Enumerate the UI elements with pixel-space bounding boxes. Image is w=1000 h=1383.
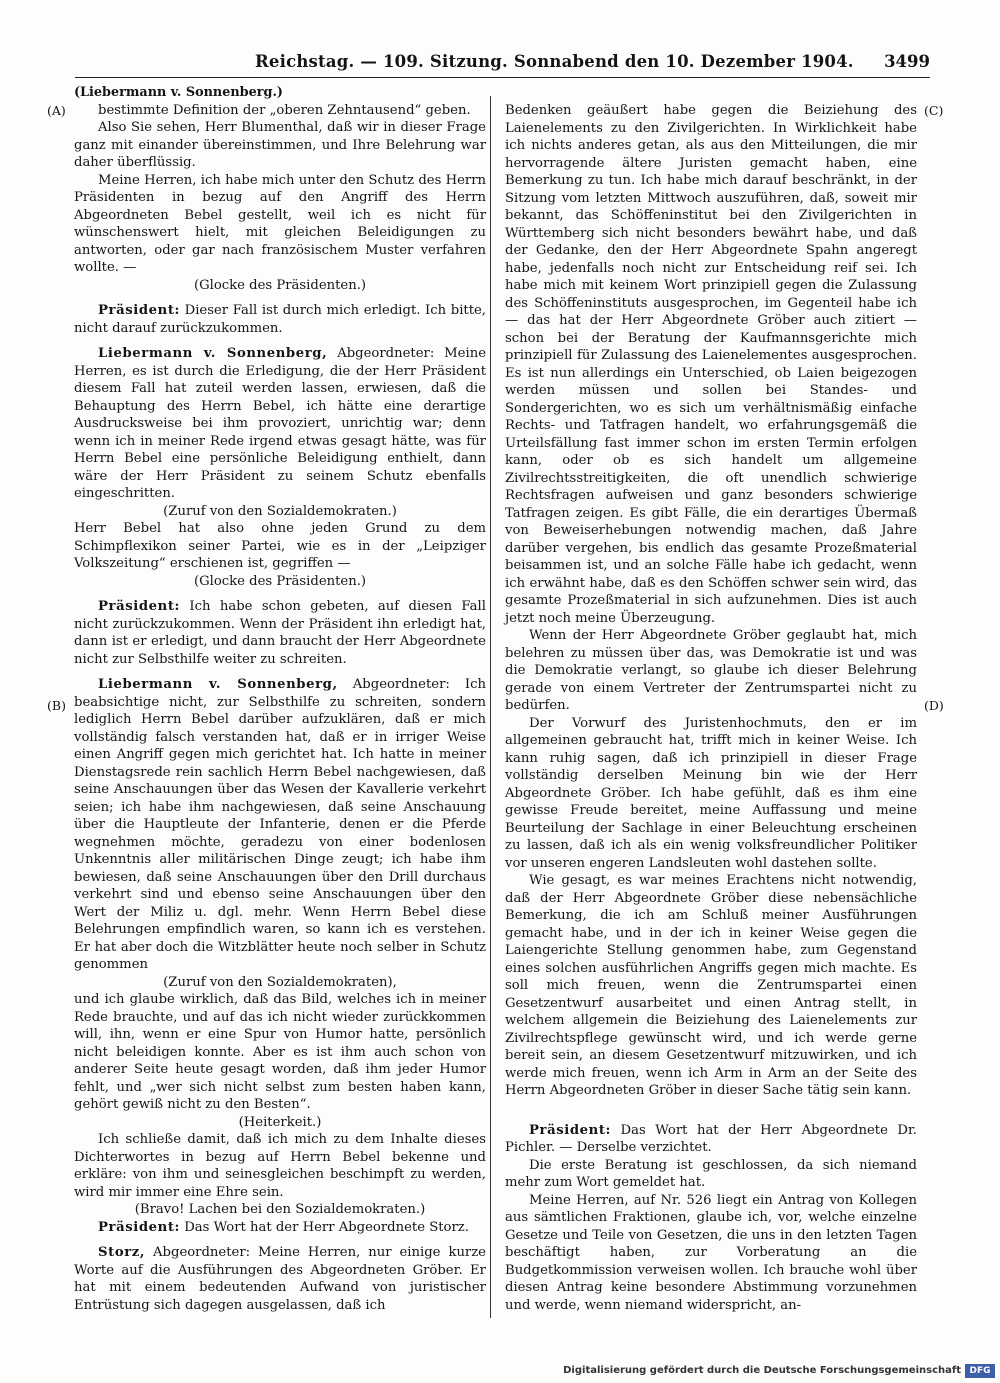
paragraph: Meine Herren, ich habe mich unter den Schutz des Herrn Präsidenten in bezug auf den Angriff des Herrn Abgeordneten Bebel gestellt, weil ich es nicht für wünschenswert hielt, mit gleichen Beleidigungen zu antworten, oder gar nach französischem Muster verfahren wollte. — [74,172,486,275]
speaker-paragraph: Storz, Abgeordneter: Meine Herren, nur einige kurze Worte auf die Ausführungen des Abgeordneten Gröber. Er hat mit einem bedeutenden Aufwand von juristischer Entrüstung sich dagegen ausgelassen, daß ich [74,1245,486,1313]
running-title: Reichstag. — 109. Sitzung. Sonnabend den 10. Dezember 1904. [255,52,854,71]
header-rule [75,77,930,78]
stage-direction: (Glocke des Präsidenten.) [193,573,367,589]
paragraph: Wie gesagt, es war meines Erachtens nicht notwendig, daß der Herr Abgeordnete Gröber diese nebensächliche Bemerkung, die ich am Schluß meiner Ausführungen gemacht habe, und in der ich in keiner Weise gegen die Laiengerichte Stellung genommen habe, zum Gegenstand eines solchen ausführlichen Angriffs gegen mich machte. Es soll mich freuen, wenn die Zentrumspartei einen Gesetzentwurf ausarbeitet und einen Antrag stellt, in welchem allgemein die Beiziehung des Laienelements zur Zivilrechtspflege gewünscht wird, und ich werde gerne bereit sein, an diesem Gesetzentwurf mitzuwirken, und ich werde mich freuen, wenn ich Arm in Arm an der Seite des Herrn Abgeordneten Gröber in dieser Sache tätig sein kann. [505,873,917,1098]
stage-direction: (Glocke des Präsidenten.) [193,277,367,293]
dfg-logo: DFG [965,1364,995,1378]
paragraph: Die erste Beratung ist geschlossen, da sich niemand mehr zum Wort gemeldet hat. [505,1157,917,1190]
speaker-paragraph: Liebermann v. Sonnenberg, Abgeordneter: Ich beabsichtige nicht, zur Selbsthilfe zu schreiten, sondern lediglich Herrn Bebel darüber aufzuklären, daß er mich vollständig falsch verstanden hat, daß er in irriger Weise einen Angriff gegen mich gerichtet hat. Ich hatte in meiner Dienstagsrede rein sachlich Herrn Bebel nachgewiesen, daß seine Anschauungen über das Wesen der Kavallerie verkehrt seien; ich habe ihm nachgewiesen, daß seine Anschauung über die Hauptleute der Infanterie, denen er die Pferde wegnehmen möchte, geradezu von einer bodenlosen Unkenntnis aller militärischen Dinge zeugt; ich habe ihm bewiesen, daß seine Anschauungen über den Drill durchaus verkehrt sind und ebenso seine Anschauungen über den Wert der Miliz u. dgl. mehr. Wenn Herrn Bebel diese Belehrungen empfindlich waren, so kann ich es verstehen. Er hat aber doch die Witzblätter heute noch selber in Schutz genommen [74,677,487,972]
paragraph: Meine Herren, auf Nr. 526 liegt ein Antrag von Kollegen aus sämtlichen Fraktionen, glaube ich, vor, welche einzelne Gesetze und Teile von Gesetzen, die uns in den letzten Tagen beschäftigt haben, zur Vorberatung an die Budgetkommission verweisen wollen. Ich brauche wohl über diesen Antrag keine besondere Abstimmung vorzunehmen und werde, wenn niemand widerspricht, an- [505,1192,917,1313]
stage-direction: (Bravo! Lachen bei den Sozialdemokraten.) [134,1202,426,1217]
page-number: 3499 [884,52,930,71]
paragraph: und ich glaube wirklich, daß das Bild, welches ich in meiner Rede brauchte, und auf das ich nicht wieder zurückkommen will, ihn, wenn er eine Spur von Humor hatte, persönlich nicht beleidigen konnte. Aber es ist ihm auch schon von anderer Seite heute gesagt worden, daß ihm jeder Humor fehlt, und „wer sich nicht selbst zum besten haben kann, gehört gewiß nicht zu den Besten“. [74,992,486,1112]
paragraph: bestimmte Definition der „oberen Zehntausend“ geben. [98,102,471,118]
paragraph: Wenn der Herr Abgeordnete Gröber geglaubt hat, mich belehren zu müssen über das, was Demokratie ist und was die Demokratie verlangt, so glaube ich dieser Belehrung gerade von einem Vertreter der Zentrumspartei nicht zu bedürfen. [505,628,917,713]
paragraph: Der Vorwurf des Juristenhochmuts, den er im allgemeinen gebraucht hat, trifft mich in keiner Weise. Ich kann ruhig sagen, daß ich prinzipiell in dieser Frage vollständig derselben Meinung bin wie der Herr Abgeordnete Gröber. Ich habe gefühlt, daß es ihm eine gewisse Freude bereitet, meine Auffassung und meine Beurteilung der Sachlage in einer Beleuchtung erscheinen zu lassen, daß ich als ein wenig volksfreundlicher Politiker vor unseren engeren Landsleuten wohl dastehen sollte. [505,715,917,871]
margin-marker-b: (B) [47,698,66,713]
speaker-paragraph: Präsident: Dieser Fall ist durch mich erledigt. Ich bitte, nicht darauf zurückzukommen. [74,303,487,336]
speaker-paragraph: Präsident: Das Wort hat der Herr Abgeordnete Dr. Pichler. — Derselbe verzichtet. [505,1122,917,1155]
speaker-name: Präsident: [98,1219,181,1235]
speaker-name: Präsident: [98,303,181,318]
stage-direction: (Zuruf von den Sozialdemokraten), [163,974,397,990]
paragraph: Also Sie sehen, Herr Blumenthal, daß wir in dieser Frage ganz mit einander übereinstimmen, und Ihre Belehrung war daher überflüssig. [74,120,486,170]
speaker-name: Präsident: [529,1122,612,1138]
speaker-name: Liebermann v. Sonnenberg, [98,677,338,692]
page-footer [563,1364,995,1380]
stage-direction: (Zuruf von den Sozialdemokraten.) [163,503,397,519]
right-column [505,102,917,1314]
margin-marker-a: (A) [47,103,66,118]
paragraph: Bedenken geäußert habe gegen die Beiziehung des Laienelements zu den Zivilgerichten. In Wirklichkeit habe ich nichts anderes getan, als aus den Mitteilungen, die mir hervorragende ältere Juristen gemacht haben, eine Bemerkung zu tun. Ich habe mich darauf beschränkt, in der Sitzung vom letzten Mittwoch auszuführen, daß, soweit mir bekannt, das Schöffeninstitut bei den Zivilgerichten in Württemberg sich nicht besonders bewährt habe, und daß der Gedanke, den der Herr Abgeordnete Spahn angeregt habe, jedenfalls noch nicht zur Entscheidung reif sei. Ich habe mich mit keinem Wort prinzipiell gegen die Zulassung des Schöffeninstituts ausgesprochen, im Gegenteil habe ich — das hat der Herr Abgeordnete Gröber auch zitiert — schon bei der Beratung der Kaufmannsgerichte mich prinzipiell für Zulassung des Laienelementes ausgesprochen. Es ist nun allerdings ein Unterschied, ob Laien beigezogen werden müssen und sollen bei Standes- und Sondergerichten, wo es sich um verhältnismäßig einfache Rechts- und Tatfragen handelt, wo erfahrungsgemäß die Urteilsfällung fast immer schon im ersten Termin erfolgen kann, oder ob es sich handelt um allgemeine Zivilrechtsstreitigkeiten, die oft unendlich schwierige Rechtsfragen aufweisen und ganz besonders schwierige Tatfragen zeigen. Es gibt Fälle, die ein derartiges Übermaß von Beweiserhebungen notwendig machen, daß Jahre darüber vergehen, bis endlich das gesamte Prozeßmaterial beisammen ist, und an solche Fälle habe ich gedacht, wenn ich erwähnt habe, daß es den Schöffen schwer sein wird, das gesamte Prozeßmaterial in sich aufzunehmen. Dies ist auch jetzt noch meine Überzeugung. [505,103,917,626]
speaker-paragraph: Liebermann v. Sonnenberg, Abgeordneter: Meine Herren, es ist durch die Erledigung, die der Herr Präsident diesem Fall hat zuteil werden lassen, erwiesen, daß die Behauptung des Herrn Bebel, ich hätte eine derartige Ausdrucksweise bei ihm provoziert, unrichtig war; denn wenn ich in meiner Rede irgend etwas gesagt hätte, was für Herrn Bebel eine persönliche Beleidigung enthielt, dann wäre der Herr Präsident zu seinem Schutz ebenfalls eingeschritten. [74,346,486,501]
margin-marker-d: (D) [924,698,944,713]
stage-direction: (Heiterkeit.) [238,1114,322,1130]
left-column [74,84,486,1314]
margin-marker-c: (C) [924,103,944,118]
paragraph: Herr Bebel hat also ohne jeden Grund zu dem Schimpflexikon seiner Partei, wie es in der „Leipziger Volkszeitung“ erschienen ist, gegriffen — [74,521,486,571]
speaker-name: Storz, [98,1245,146,1260]
paragraph: Ich schließe damit, daß ich mich zu dem Inhalte dieses Dichterwortes in bezug auf Herrn Bebel bekenne und erkläre: von ihm und seinesgleichen beschimpft zu werden, wird mir immer eine Ehre sein. [74,1132,486,1200]
speaker-paragraph: Präsident: Das Wort hat der Herr Abgeordnete Storz. [98,1219,469,1235]
speaker-paragraph: Präsident: Ich habe schon gebeten, auf diesen Fall nicht zurückzukommen. Wenn der Präsident ihn erledigt hat, dann ist er erledigt, und dann braucht der Herr Abgeordnete nicht zur Selbsthilfe weiter zu schreiten. [74,599,486,667]
speaker-name: Liebermann v. Sonnenberg, [98,346,328,361]
continuation-label: (Liebermann v. Sonnenberg.) [74,85,283,100]
column-divider [490,96,491,1318]
page-header [75,52,930,76]
speaker-name: Präsident: [98,599,181,614]
funding-note: Digitalisierung gefördert durch die Deutsche Forschungsgemeinschaft [563,1365,961,1376]
